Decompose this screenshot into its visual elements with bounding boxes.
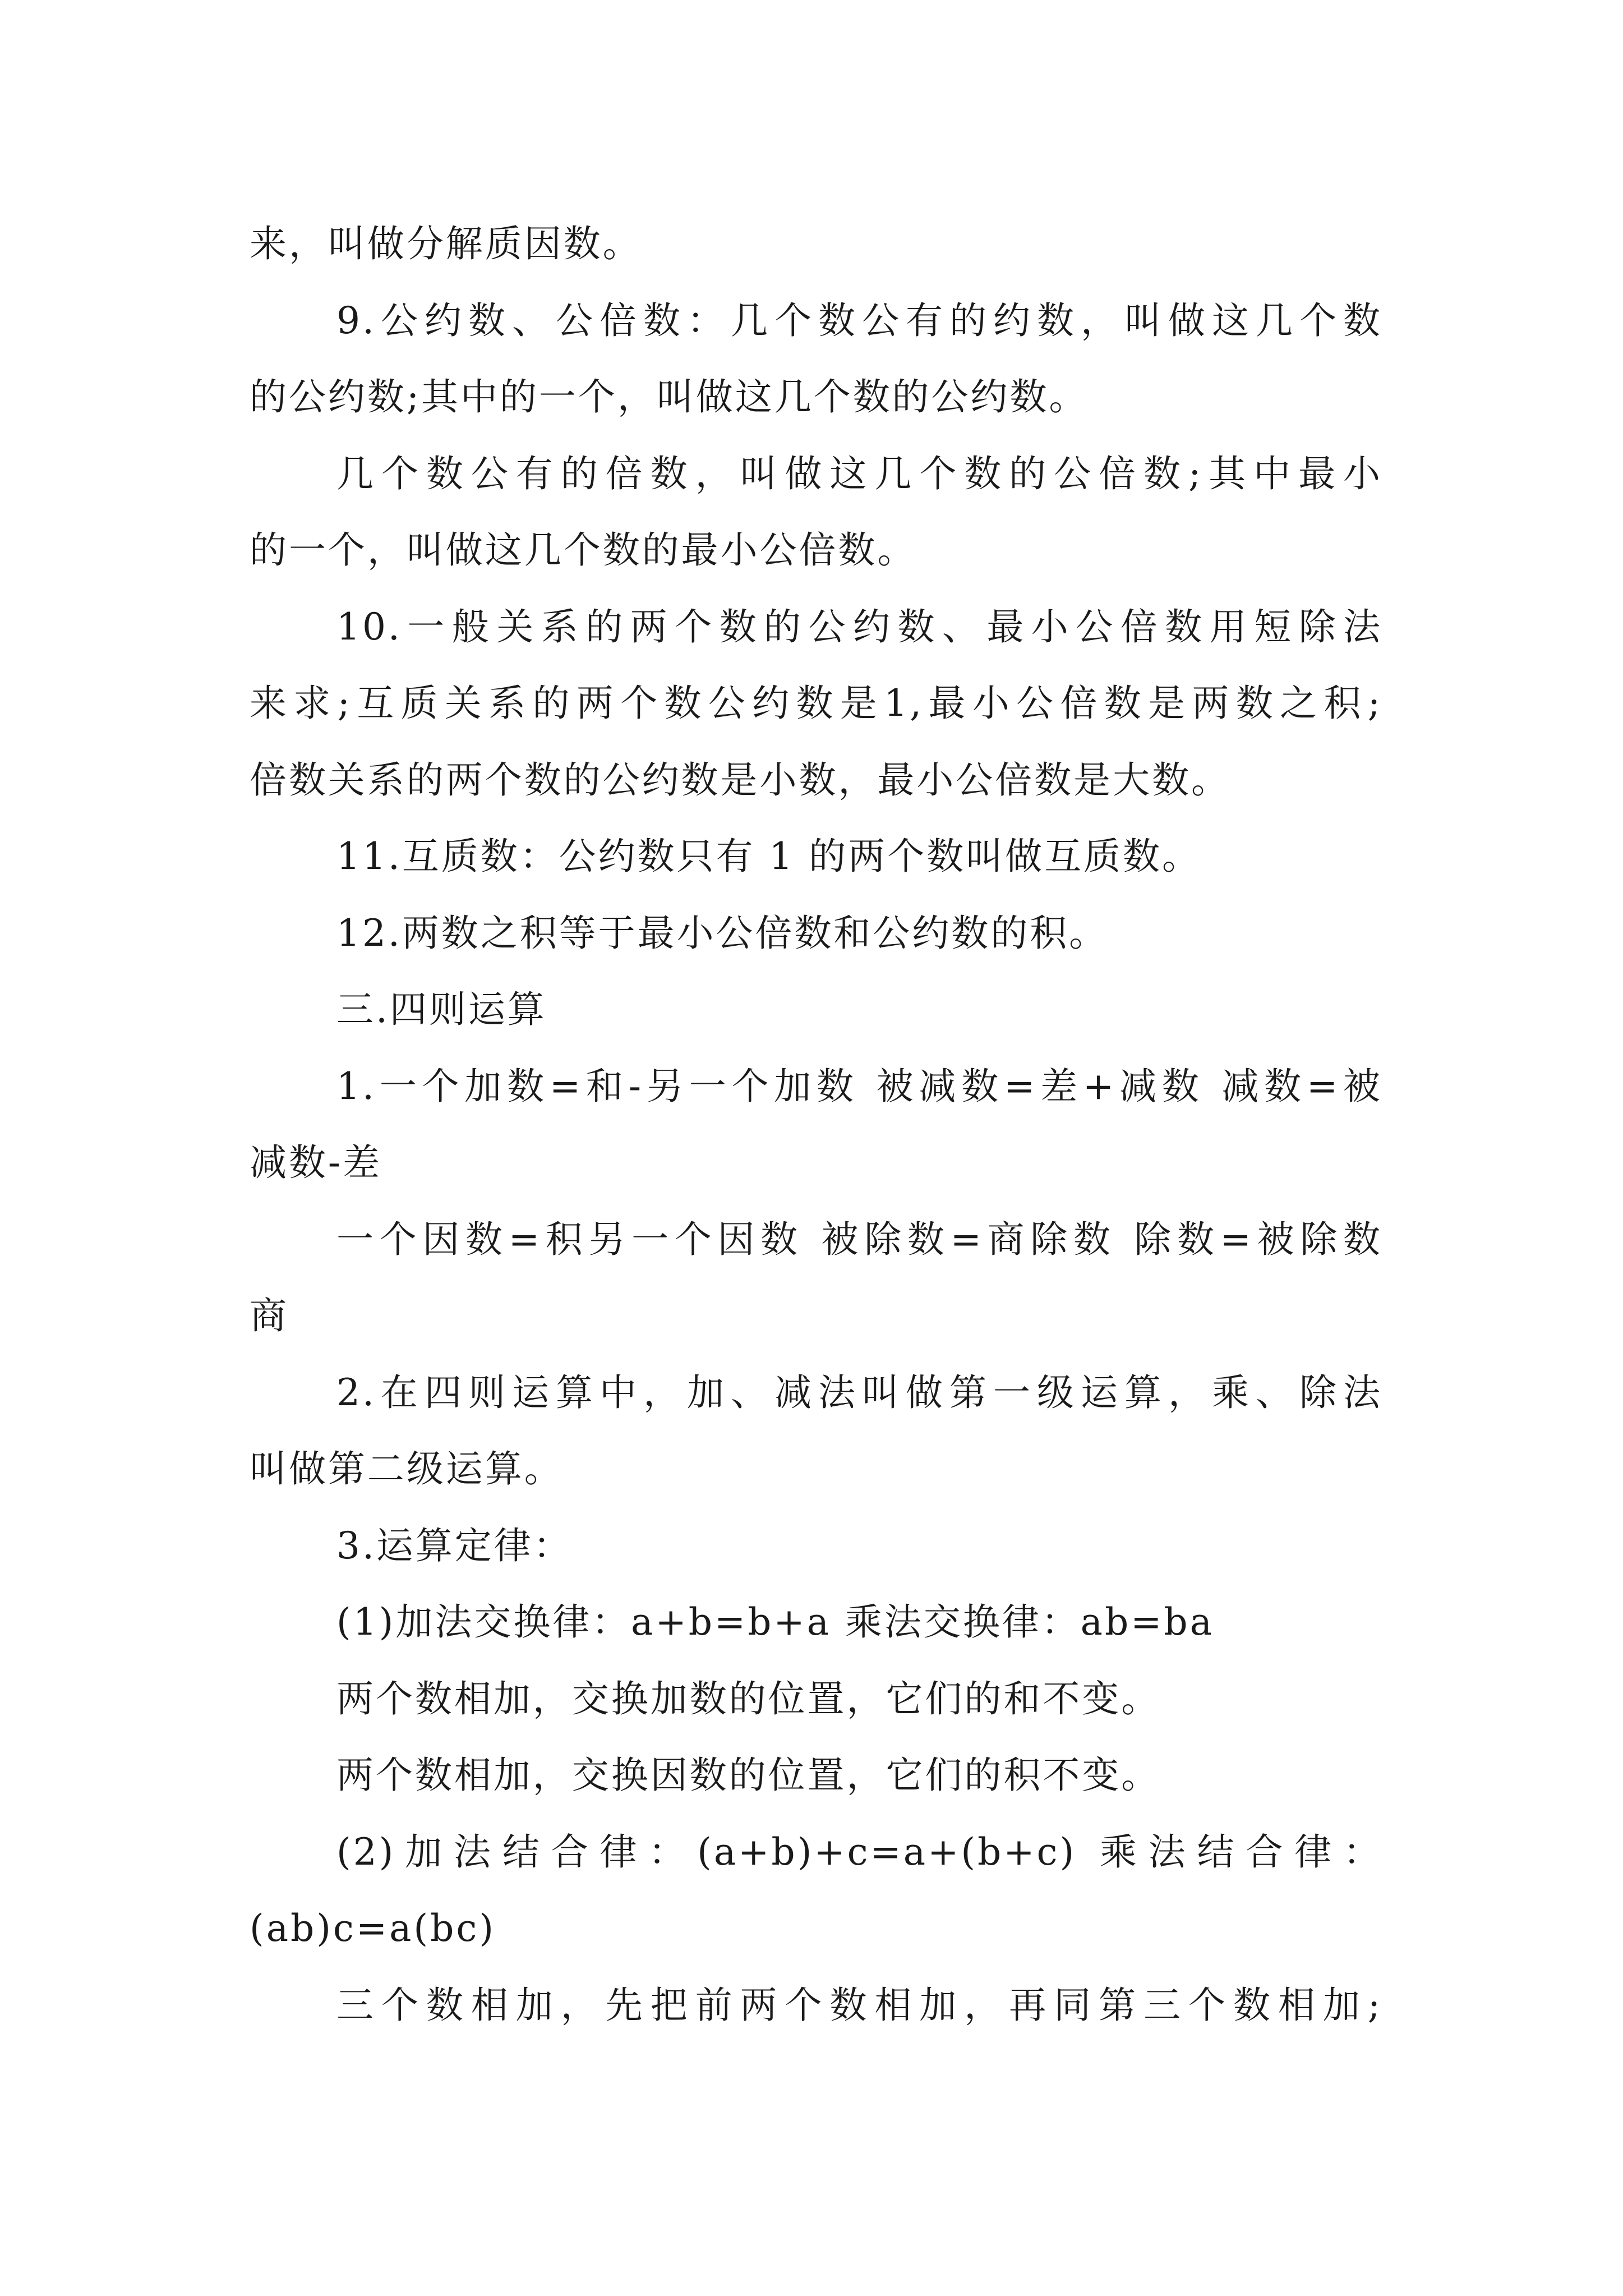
text-line: 来，叫做分解质因数。 [250, 222, 642, 265]
text-line: 1.一个加数=和-另一个加数 被减数=差+减数 减数=被 [336, 1065, 1382, 1108]
text-line: 几个数公有的倍数，叫做这几个数的公倍数;其中最小 [336, 452, 1382, 495]
text-line: 倍数关系的两个数的公约数是小数，最小公倍数是大数。 [250, 758, 1230, 802]
text-line: 3.运算定律： [336, 1524, 573, 1567]
text-line: 一个因数=积另一个因数 被除数=商除数 除数=被除数 [336, 1218, 1382, 1261]
text-line: 减数-差 [250, 1141, 382, 1184]
text-line: 12.两数之积等于最小公倍数和公约数的积。 [336, 912, 1109, 955]
text-line: 叫做第二级运算。 [250, 1447, 564, 1490]
text-line: 的公约数;其中的一个，叫做这几个数的公约数。 [250, 375, 1089, 418]
text-line: 两个数相加，交换加数的位置，它们的和不变。 [336, 1677, 1161, 1720]
text-line: 11.互质数：公约数只有 1 的两个数叫做互质数。 [336, 835, 1201, 878]
text-line: 来求;互质关系的两个数公约数是1,最小公倍数是两数之积; [250, 682, 1382, 725]
text-line: 2.在四则运算中，加、减法叫做第一级运算，乘、除法 [336, 1371, 1382, 1414]
text-line: 的一个，叫做这几个数的最小公倍数。 [250, 528, 917, 572]
text-line: 商 [250, 1294, 289, 1337]
text-line: (ab)c=a(bc) [250, 1907, 496, 1950]
text-line: 两个数相加，交换因数的位置，它们的积不变。 [336, 1754, 1161, 1797]
text-line: 三个数相加，先把前两个数相加，再同第三个数相加; [336, 1984, 1382, 2027]
text-line: (2)加法结合律：(a+b)+c=a+(b+c) 乘法结合律： [336, 1830, 1382, 1874]
section-heading: 三.四则运算 [336, 988, 547, 1031]
text-line: (1)加法交换律：a+b=b+a 乘法交换律：ab=ba [336, 1600, 1214, 1644]
text-line: 9.公约数、公倍数：几个数公有的约数，叫做这几个数 [336, 299, 1382, 342]
text-line: 10.一般关系的两个数的公约数、最小公倍数用短除法 [336, 605, 1382, 648]
